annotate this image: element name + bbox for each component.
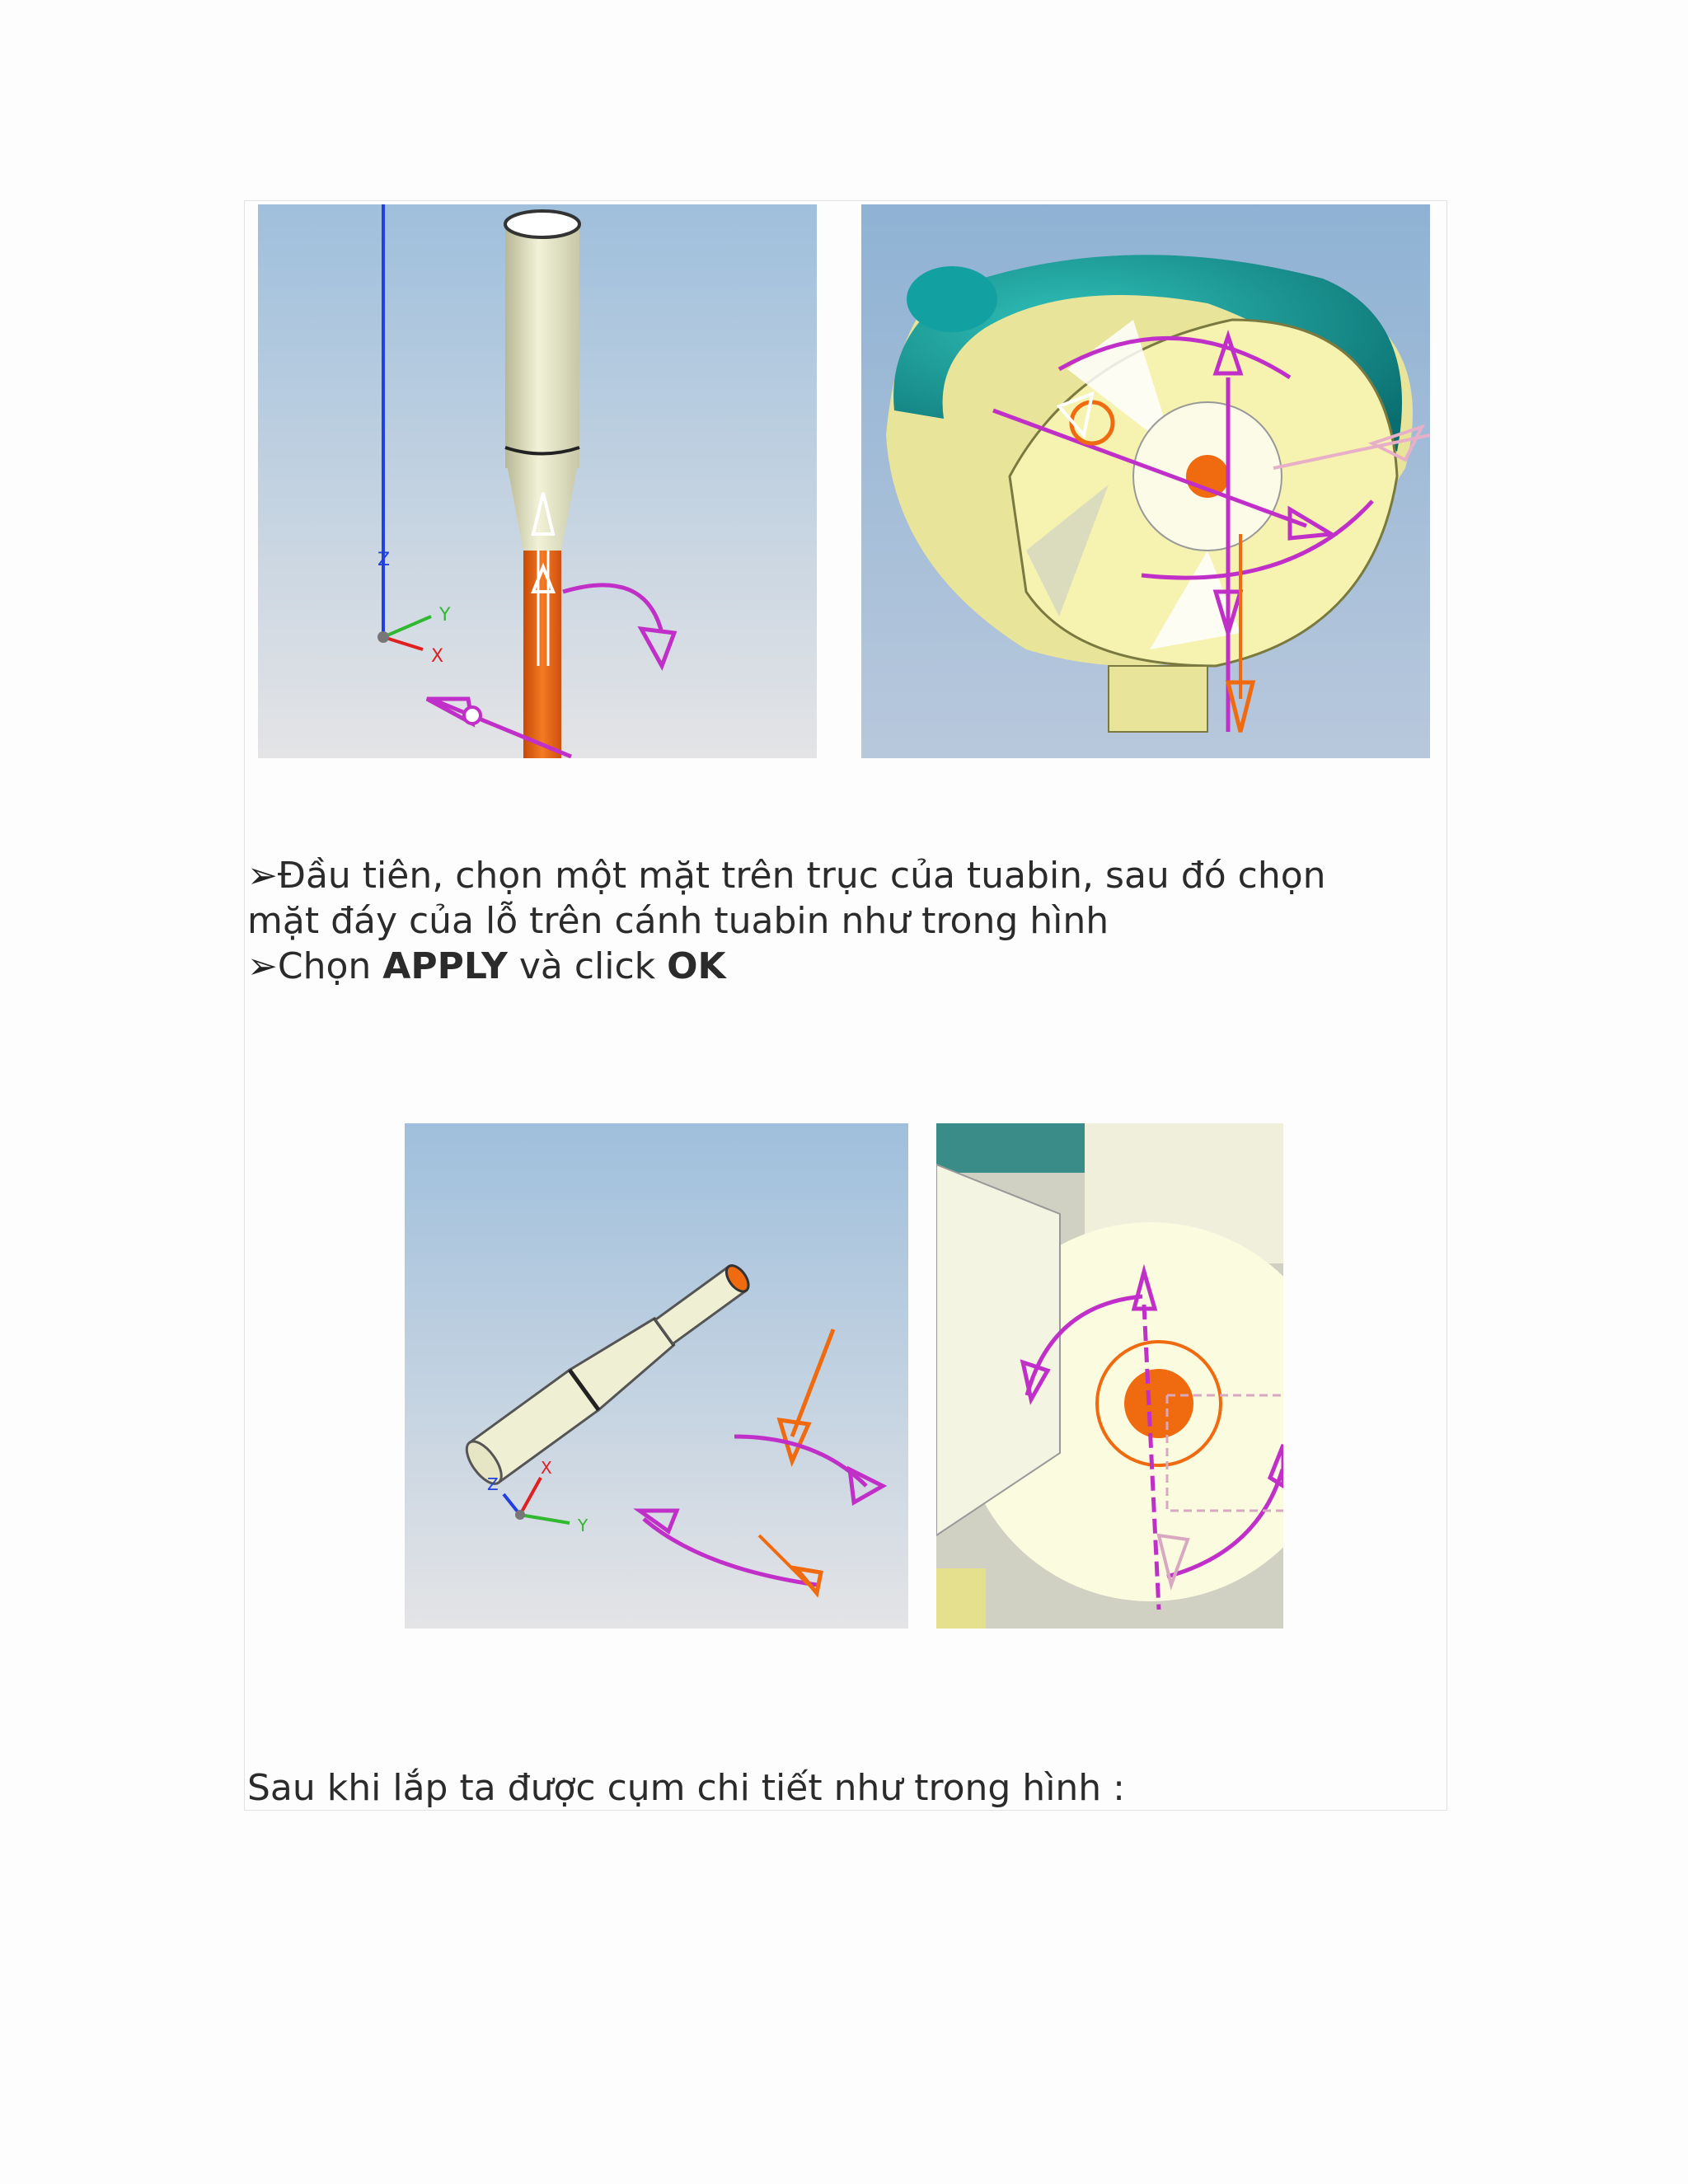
apply-keyword: APPLY (382, 945, 508, 987)
instruction-text-3a: Chọn (277, 945, 383, 987)
axis-z-label: Z (487, 1474, 499, 1494)
axis-y-label: Y (578, 1516, 588, 1535)
bullet-arrow-icon: ➢ (247, 945, 278, 987)
instruction-line-3 (247, 944, 726, 989)
ok-keyword: OK (667, 945, 726, 987)
result-caption: Sau khi lắp ta được cụm chi tiết như trong hình : (247, 1767, 1126, 1809)
instruction-text-3b: và click (507, 945, 668, 987)
axis-y-label: Y (439, 605, 451, 626)
shaft-diagonal-image (405, 1123, 908, 1629)
turbine-housing-image (861, 204, 1430, 758)
instruction-text-2: mặt đáy của lỗ trên cánh tuabin như trong hình (247, 900, 1109, 942)
instruction-text-1: Đầu tiên, chọn một mặt trên trục của tuabin, sau đó chọn (277, 855, 1326, 897)
instruction-line-1 (247, 853, 1326, 898)
bullet-arrow-icon: ➢ (247, 855, 278, 897)
shaft-vertical-image (258, 204, 817, 758)
hub-closeup-image (936, 1123, 1283, 1629)
axis-x-label: X (431, 646, 444, 667)
instruction-line-2 (247, 898, 1109, 944)
axis-x-label: X (541, 1458, 552, 1478)
axis-z-label: Z (377, 550, 391, 570)
